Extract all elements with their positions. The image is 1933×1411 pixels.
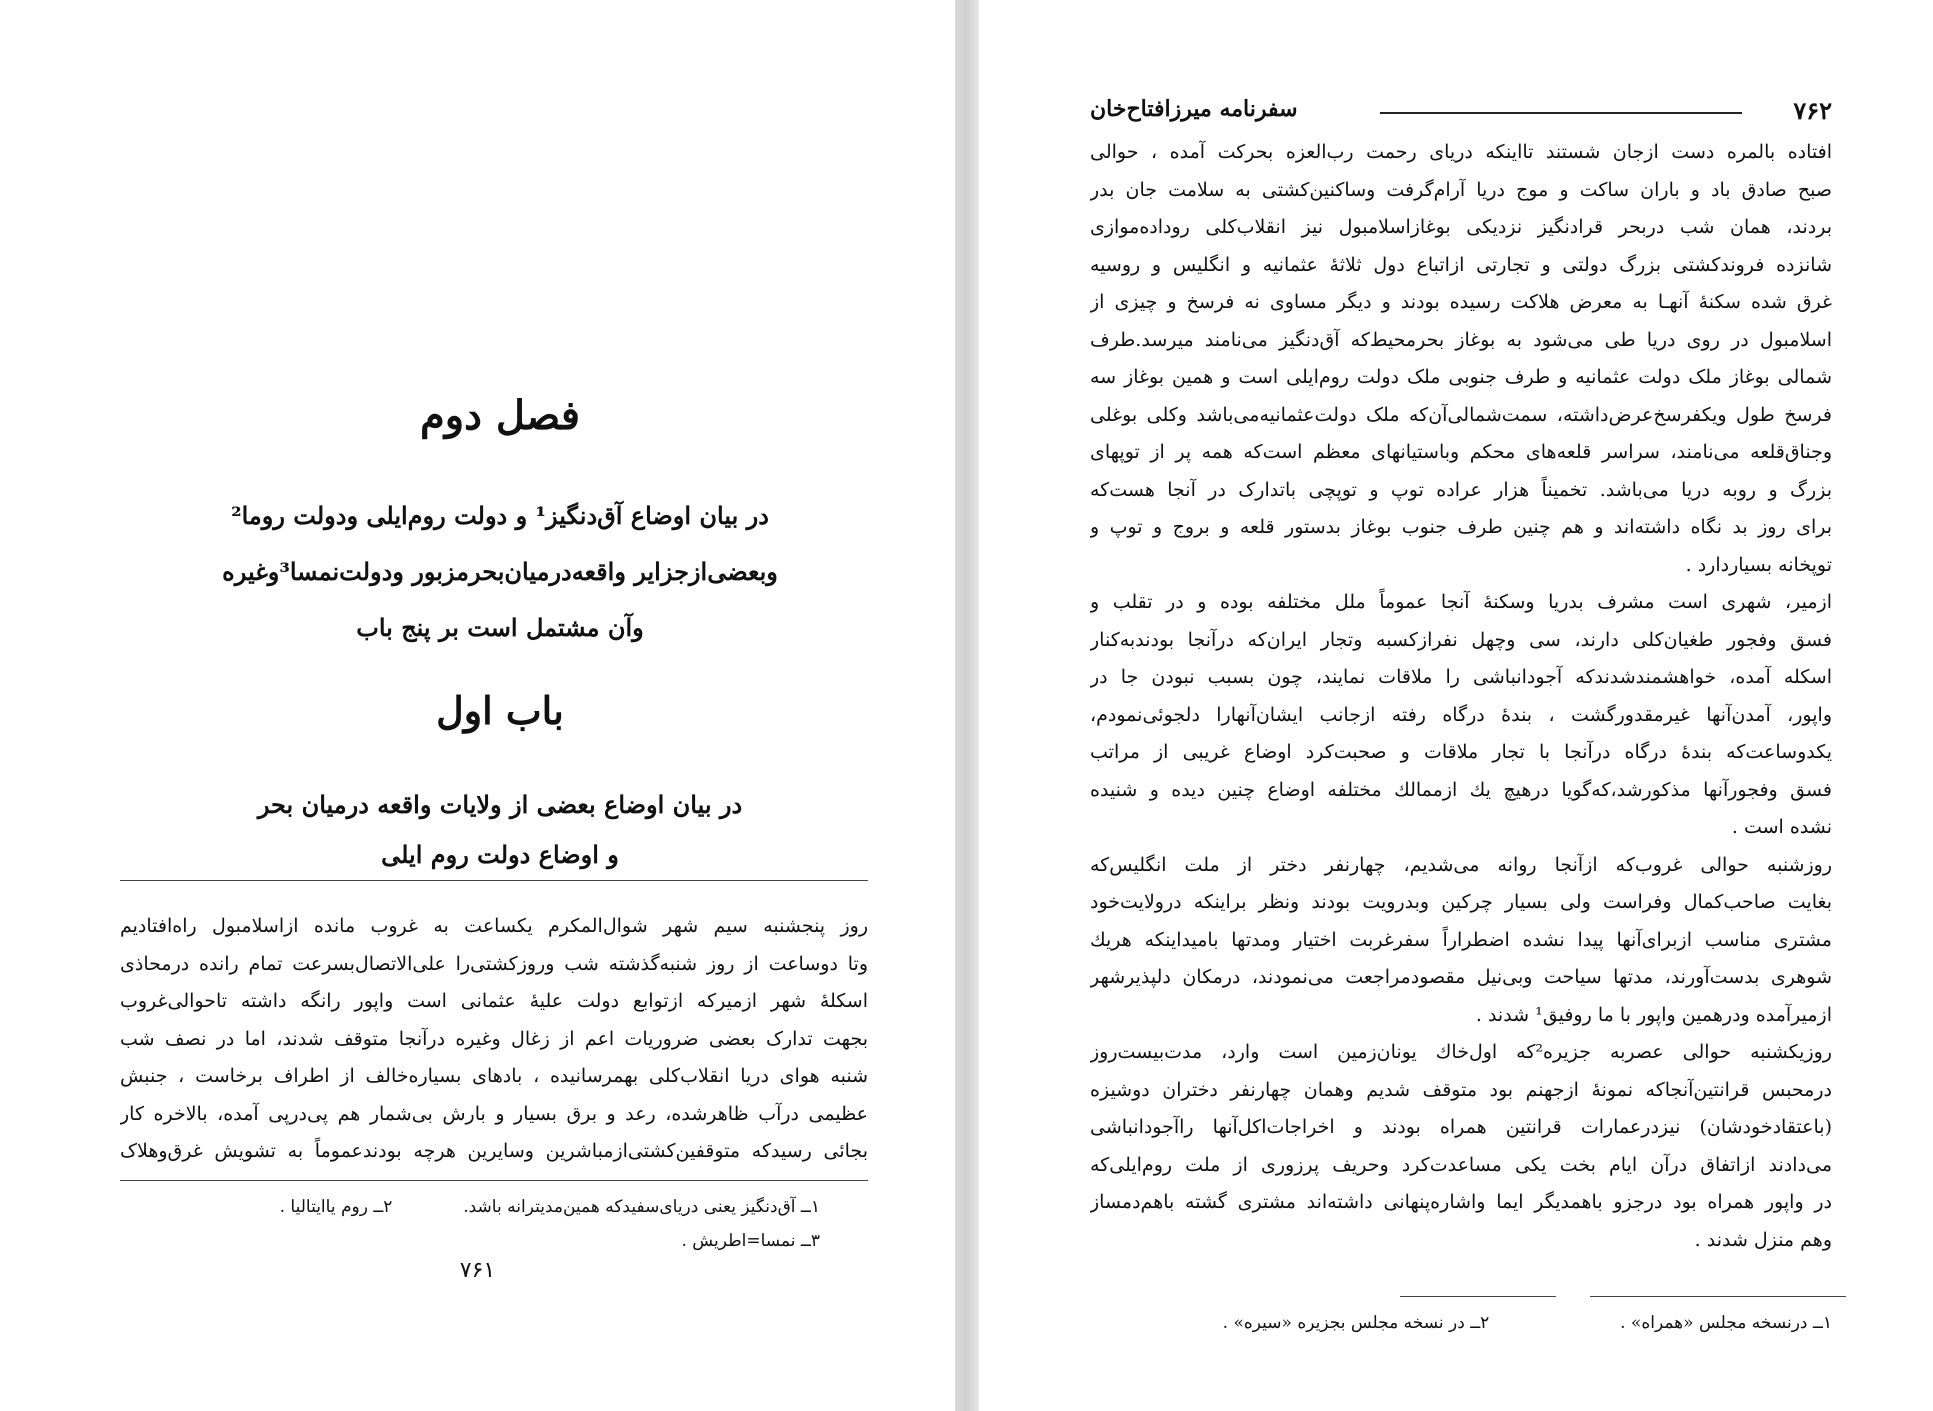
text-line: بجهت تدارک بعضی ضروریات اعم از زغال وغیره درآنجا متوقف شدند، اما در نصف شب xyxy=(120,1027,868,1050)
text-line: شمالی بوغاز ملک دولت عثمانیه و طرف جنوبی ملک دولت روم‌ایلی است و همین بوغاز سه xyxy=(1090,366,1832,388)
footnote-row xyxy=(120,1224,820,1258)
chapter-title: فصل دوم xyxy=(420,392,580,439)
text-line: روزیکشنبه حوالی عصربه جزیره²که اول‌خاك یونان‌زمین است وارد، مدت‌بیست‌روز xyxy=(1090,1041,1832,1063)
chapter-subtitle xyxy=(120,488,880,656)
section-subtitle-line: و اوضاع دولت روم ایلی xyxy=(381,840,619,869)
text-line: بجائی رسیدکه متوقفین‌کشتی‌ازمباشرین وسایرین هرچه بودندعموماً به تشویش غرق‌وهلاک xyxy=(120,1140,868,1162)
text-line: درمحبس قرانتین‌آنجاکه نمونهٔ ازجهنم بود متوقف شدیم وهمان چهارنفر دختران دوشیزه xyxy=(1090,1078,1832,1101)
running-title: سفرنامه میرزافتاح‌خان xyxy=(1090,96,1298,122)
text-line: صبح صادق باد و باران ساکت و موج دریا آرام‌گرفت وساکنین‌کشتی به سلامت جان بدر xyxy=(1090,178,1832,201)
footnote-divider xyxy=(1400,1296,1556,1297)
text-line: ازمیرآمده ودرهمین واپور با ما روفیق¹ شدند . xyxy=(1475,1003,1832,1026)
text-line: غرق شده سکنهٔ آنهـا به معرض هلاکت رسیده بودند و دیگر مساوی نه فرسخ و چیزی از xyxy=(1090,291,1832,313)
text-line: بردند، همان شب دربحر قرادنگیز نزدیکی بوغازاسلامبول نیز انقلاب‌کلی روداده‌موازی xyxy=(1090,216,1832,238)
text-line: فسق وفجورآنها مذکورشد،که‌گویا درهیچ یك ازممالك مختلفه اوضاع چنین دیده و شنیده xyxy=(1090,778,1832,801)
text-line: یکدوساعت‌که بندهٔ درگاه درآنجا با تجار ملاقات و صحبت‌کرد اوضاع غریبی از مراتب xyxy=(1090,741,1832,763)
text-line: در واپور همراه بود درجزو باهمدیگر ایما واشاره‌پنهانی داشته‌اند مشتری گشته باهم‌دمساز xyxy=(1090,1191,1832,1213)
text-line: مشتری مناسب ازبرای‌آنها پیدا نشده اضطراراً سفرغربت اختیار ومدتها بامیداینکه هریك xyxy=(1090,928,1832,951)
chapter-subtitle-line: وبعضی‌ازجزایر واقعه‌درمیان‌بحرمزبور ودولت‌نمسا³وغیره xyxy=(222,557,778,586)
page-number-right: ۷۶۲ xyxy=(1793,96,1832,125)
running-header xyxy=(1090,96,1832,132)
text-line: وجناق‌قلعه می‌نامند، سراسر قلعه‌های محکم وباستیانهای معظم است‌که همه پر از توپهای xyxy=(1090,441,1832,463)
text-line: می‌دادند ازاتفاق درآن ایام بخت یکی مساعدت‌کرد وحریف پرزوری از ملت روم‌ایلی‌که xyxy=(1090,1153,1832,1176)
right-body-text xyxy=(1090,134,1832,1259)
text-line: اسلامبول در روی دریا طی می‌شود به بوغاز بحرمحیط‌که آق‌دنگیز می‌نامند میرسد.طرف xyxy=(1090,328,1832,351)
text-line: فسق وفجور طغیان‌کلی دارند، سی وچهل نفرازکسبه وتجار ایران‌که درآنجا بودندبه‌کنار xyxy=(1090,628,1832,651)
left-body-text xyxy=(120,908,868,1171)
footnote-2: ۲ــ در نسخه مجلس بجزیره «سیره» . xyxy=(1222,1313,1490,1333)
text-line: بزرگ و روبه دریا می‌باشد. تخمیناً هزار عراده توپ و توپچی باتدارک در آنجا هست‌که xyxy=(1090,478,1832,501)
text-line: افتاده بالمره دست ازجان شستند تااینکه دریای رحمت رب‌العزه بحرکت آمده ، حوالی xyxy=(1090,141,1832,163)
left-footnotes xyxy=(120,1190,820,1258)
text-line: واپور، آمدن‌آنها غیرمقدورگشت ، بندهٔ درگاه رفته ازجانب ایشان‌آنهارا دلجوئی‌نمودم، xyxy=(1090,703,1832,726)
footnote-divider xyxy=(1590,1296,1846,1297)
section-subtitle-line: در بیان اوضاع بعضی از ولایات واقعه درمیان بحر xyxy=(257,790,743,819)
section-subtitle xyxy=(120,780,880,880)
text-line: اسکلهٔ شهر ازمیرکه ازتوابع دولت علیهٔ عثمانی است واپور رانگه داشته تاحوالی‌غروب xyxy=(120,990,868,1012)
right-footnotes xyxy=(1120,1306,1832,1340)
footnote-3: ۳ــ نمسا=اطریش . xyxy=(681,1231,820,1251)
page-number-left: ۷۶۱ xyxy=(459,1258,496,1283)
footnote-divider xyxy=(120,1180,868,1181)
text-line: شنبه هوای دریا انقلاب‌کلی بهمرسانیده ، بادهای بسیاره‌خالف از اطراف برخاست ، جنبش xyxy=(120,1065,868,1087)
chapter-subtitle-line: در بیان اوضاع آق‌دنگیز¹ و دولت روم‌ایلی ودولت روما² xyxy=(231,501,769,530)
text-line: شوهری بدست‌آورند، مدتها سیاحت وبی‌نیل مقصودمراجعت می‌نمودند، درمکان دلپذیرشهر xyxy=(1090,966,1832,988)
section-title: باب اول xyxy=(436,688,564,733)
text-line: برای روز بد نگاه داشته‌اند و هم چنین طرف جنوب بوغاز بدستور قلعه و بروج و توپ و xyxy=(1090,516,1832,538)
footnote-2: ۲ــ روم یاایتالیا . xyxy=(279,1197,393,1217)
text-line: (باعتقادخودشان) نیزدرعمارات قرانتین همراه بودند و اخراجات‌اکل‌آنها راآجودانباشی xyxy=(1090,1116,1832,1138)
text-line: روز پنجشنبه سیم شهر شوال‌المکرم یکساعت به غروب مانده ازاسلامبول راه‌افتادیم xyxy=(120,915,868,937)
text-line: روزشنبه حوالی غروب‌که ازآنجا روانه می‌شدیم، چهارنفر دختر از ملت انگلیس‌که xyxy=(1090,853,1832,876)
header-rule xyxy=(1380,112,1742,114)
text-line: عظیمی درآب ظاهرشده، رعد و برق بسیار و بارش بی‌شمار هم پی‌درپی آمده، بالاخره کار xyxy=(120,1102,868,1125)
text-line: وهم منزل شدند . xyxy=(1694,1228,1832,1251)
footnote-1: ۱ــ آق‌دنگیز یعنی دریای‌سفیدکه همین‌مدیترانه باشد. xyxy=(463,1197,820,1217)
text-line: بغایت صاحب‌کمال وفراست ولی بسیار چرکین وبدرویت بودند ونظر براینکه درولایت‌خود xyxy=(1090,891,1832,913)
text-line: شانزده فروندکشتی بزرگ دولتی و تجارتی ازاتباع دول ثلاثهٔ عثمانیه و انگلیس و روسیه xyxy=(1090,253,1832,276)
text-line: اسکله آمده، خواهشمندشدندکه آجودانباشی را ملاقات نمایند، چون بسبب نبودن جا در xyxy=(1090,666,1832,688)
section-divider xyxy=(120,880,868,881)
footnote-row xyxy=(120,1190,820,1224)
text-line: توپخانه بسیاردارد . xyxy=(1685,553,1832,576)
text-line: نشده است . xyxy=(1731,816,1832,838)
text-line: فرسخ طول ویکفرسخ‌عرض‌داشته، سمت‌شمالی‌آن‌که ملک دولت‌عثمانیه‌می‌باشد وکلی بوغلی xyxy=(1090,403,1832,426)
text-line: ازمیر، شهری است مشرف بدریا وسکنهٔ آنجا عموماً ملل مختلفه بوده و در تقلب و xyxy=(1090,591,1832,613)
text-line: وتا دوساعت از روز شنبه‌گذشته شب وروز‌کشتی‌را علی‌الاتصال‌بسرعت تمام رانده درمحاذی xyxy=(120,952,868,975)
footnote-row xyxy=(1120,1306,1832,1340)
chapter-subtitle-line: وآن مشتمل است بر پنج باب xyxy=(356,613,644,642)
footnote-1: ۱ــ درنسخه مجلس «همراه» . xyxy=(1620,1313,1832,1333)
page-gutter xyxy=(955,0,979,1411)
